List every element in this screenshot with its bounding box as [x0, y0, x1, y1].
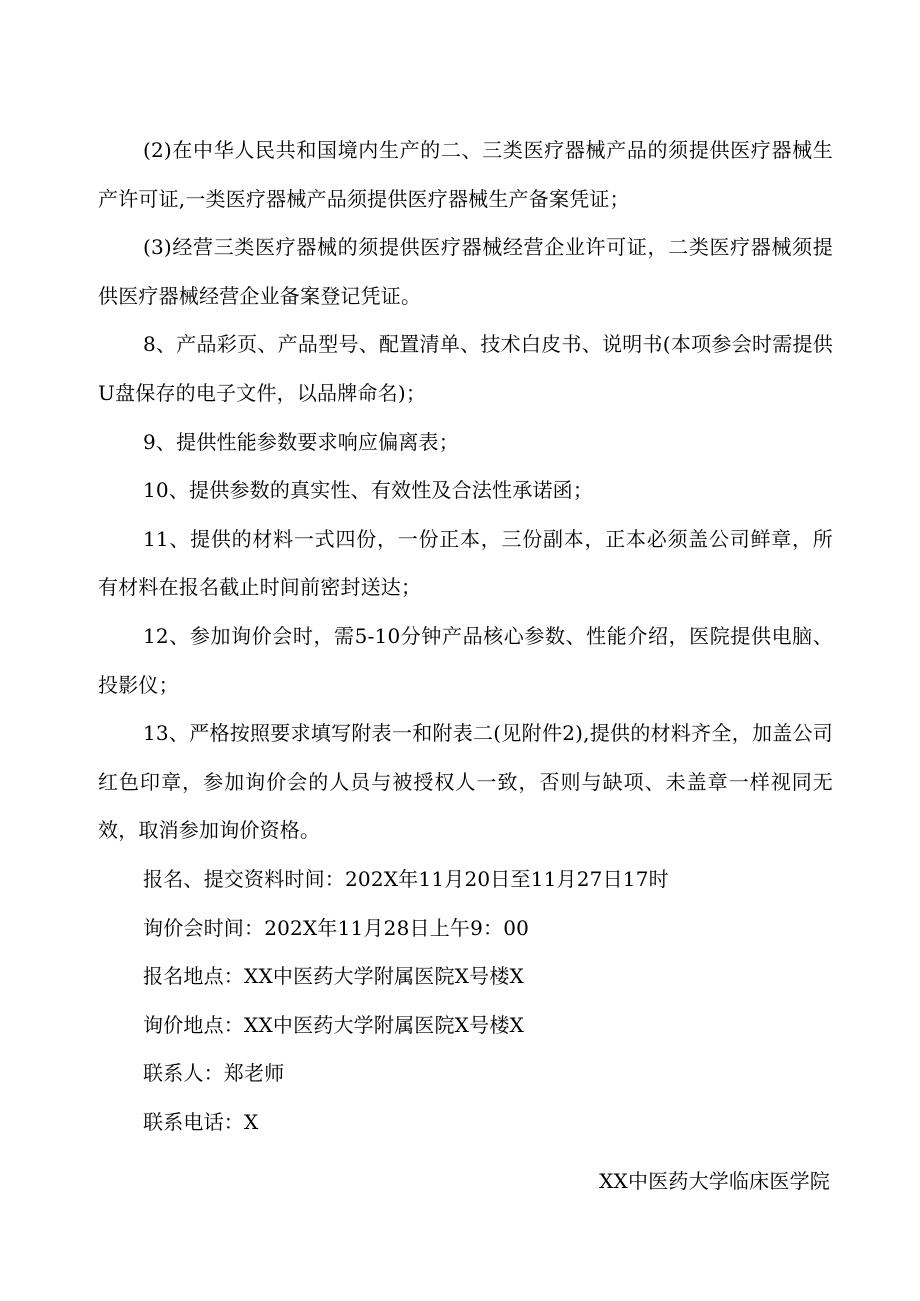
paragraph-item-13-forms: 13、严格按照要求填写附表一和附表二(见附件2),提供的材料齐全，加盖公司红色印章，参加询价会的人员与被授权人一致，否则与缺项、未盖章一样视同无效，取消参加询价资格。	[98, 721, 833, 843]
contact-phone: 联系电话：X	[143, 1109, 259, 1134]
paragraph-item-9-deviation-table: 9、提供性能参数要求响应偏离表；	[143, 429, 459, 454]
contact-person: 联系人：郑老师	[143, 1061, 285, 1086]
paragraph-item-10-commitment-letter: 10、提供参数的真实性、有效性及合法性承诺函；	[143, 478, 594, 503]
paragraph-item-8-product-materials: 8、产品彩页、产品型号、配置清单、技术白皮书、说明书(本项参会时需提供U盘保存的电子文件，以品牌命名)；	[98, 332, 833, 405]
paragraph-item-3-operation-license: (3)经营三类医疗器械的须提供医疗器械经营企业许可证，二类医疗器械须提供医疗器械经营企业备案登记凭证。	[98, 235, 833, 308]
paragraph-item-2-license: (2)在中华人民共和国境内生产的二、三类医疗器械产品的须提供医疗器械生产许可证,一类医疗器械产品须提供医疗器械生产备案凭证；	[98, 138, 833, 211]
inquiry-meeting-time: 询价会时间：202X年11月28日上午9：00	[143, 915, 530, 940]
inquiry-location: 询价地点：XX中医药大学附属医院X号楼X	[143, 1012, 524, 1037]
registration-location: 报名地点：XX中医药大学附属医院X号楼X	[143, 964, 524, 989]
paragraph-item-12-presentation: 12、参加询价会时，需5-10分钟产品核心参数、性能介绍，医院提供电脑、投影仪；	[98, 623, 833, 697]
signature-institution: XX中医药大学临床医学院	[599, 1169, 830, 1193]
document-body	[98, 126, 833, 1146]
paragraph-item-11-copies: 11、提供的材料一式四份，一份正本，三份副本，正本必须盖公司鲜章，所有材料在报名截止时间前密封送达；	[98, 526, 833, 600]
registration-time: 报名、提交资料时间：202X年11月20日至11月27日17时	[143, 866, 669, 891]
